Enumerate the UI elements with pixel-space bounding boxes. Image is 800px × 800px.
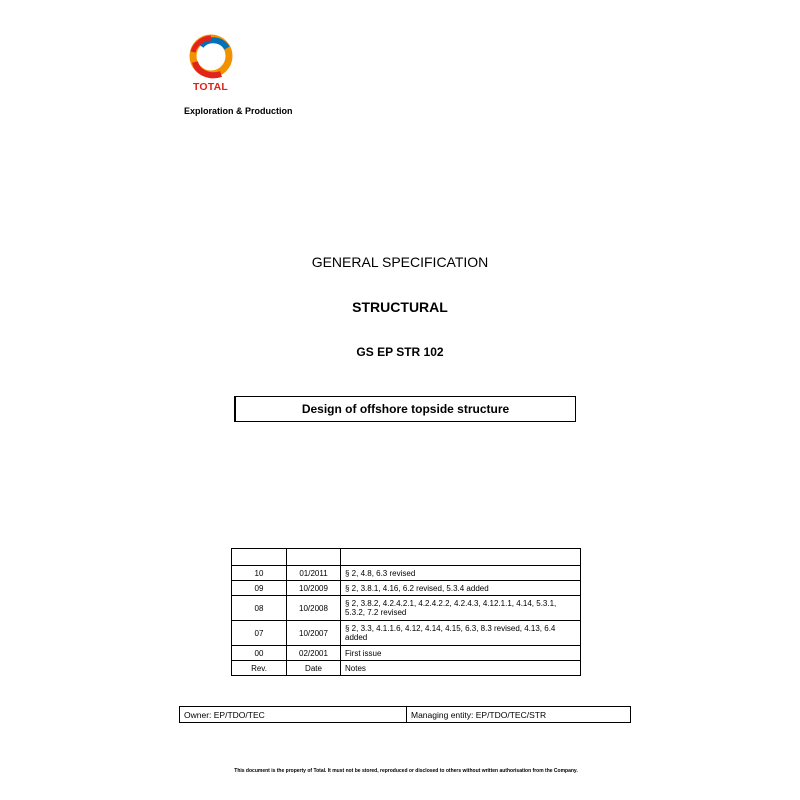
division-name: Exploration & Production (184, 106, 293, 116)
managing-entity-cell: Managing entity: EP/TDO/TEC/STR (407, 707, 631, 723)
column-header-date: Date (287, 661, 341, 676)
table-cell (341, 549, 581, 566)
date-cell: 02/2001 (287, 646, 341, 661)
rev-cell: 00 (232, 646, 287, 661)
notes-cell: § 2, 4.8, 6.3 revised (341, 566, 581, 581)
table-row (180, 707, 631, 723)
notes-cell: § 2, 3.3, 4.1.1.6, 4.12, 4.14, 4.15, 6.3, 8.3 revised, 4.13, 6.4 added (341, 621, 581, 646)
confidentiality-notice: This document is the property of Total. It must not be stored, reproduced or disclosed to others without written authorisation from the Company. (234, 768, 578, 774)
date-cell: 10/2008 (287, 596, 341, 621)
document-reference: GS EP STR 102 (356, 345, 444, 359)
logo-wordmark: TOTAL (193, 81, 229, 93)
rev-cell: 07 (232, 621, 287, 646)
table-row (232, 646, 581, 661)
notes-cell: § 2, 3.8.2, 4.2.4.2.1, 4.2.4.2.2, 4.2.4.3, 4.12.1.1, 4.14, 5.3.1, 5.3.2, 7.2 revised (341, 596, 581, 621)
notes-cell: First issue (341, 646, 581, 661)
date-cell: 10/2007 (287, 621, 341, 646)
table-row (232, 581, 581, 596)
revision-table (231, 548, 581, 676)
date-cell: 01/2011 (287, 566, 341, 581)
notes-cell: § 2, 3.8.1, 4.16, 6.2 revised, 5.3.4 added (341, 581, 581, 596)
document-subject: Design of offshore topside structure (301, 402, 510, 416)
table-cell (232, 549, 287, 566)
column-header-notes: Notes (341, 661, 581, 676)
document-subject-box (234, 396, 576, 422)
table-row (232, 621, 581, 646)
ownership-table (179, 706, 631, 723)
column-header-rev: Rev. (232, 661, 287, 676)
rev-cell: 10 (232, 566, 287, 581)
table-header-row (232, 661, 581, 676)
table-row (232, 566, 581, 581)
owner-cell: Owner: EP/TDO/TEC (180, 707, 407, 723)
table-cell (287, 549, 341, 566)
table-row (232, 596, 581, 621)
rev-cell: 08 (232, 596, 287, 621)
document-type: GENERAL SPECIFICATION (311, 254, 489, 270)
document-title: STRUCTURAL (352, 299, 448, 315)
date-cell: 10/2009 (287, 581, 341, 596)
rev-cell: 09 (232, 581, 287, 596)
table-row-blank (232, 549, 581, 566)
